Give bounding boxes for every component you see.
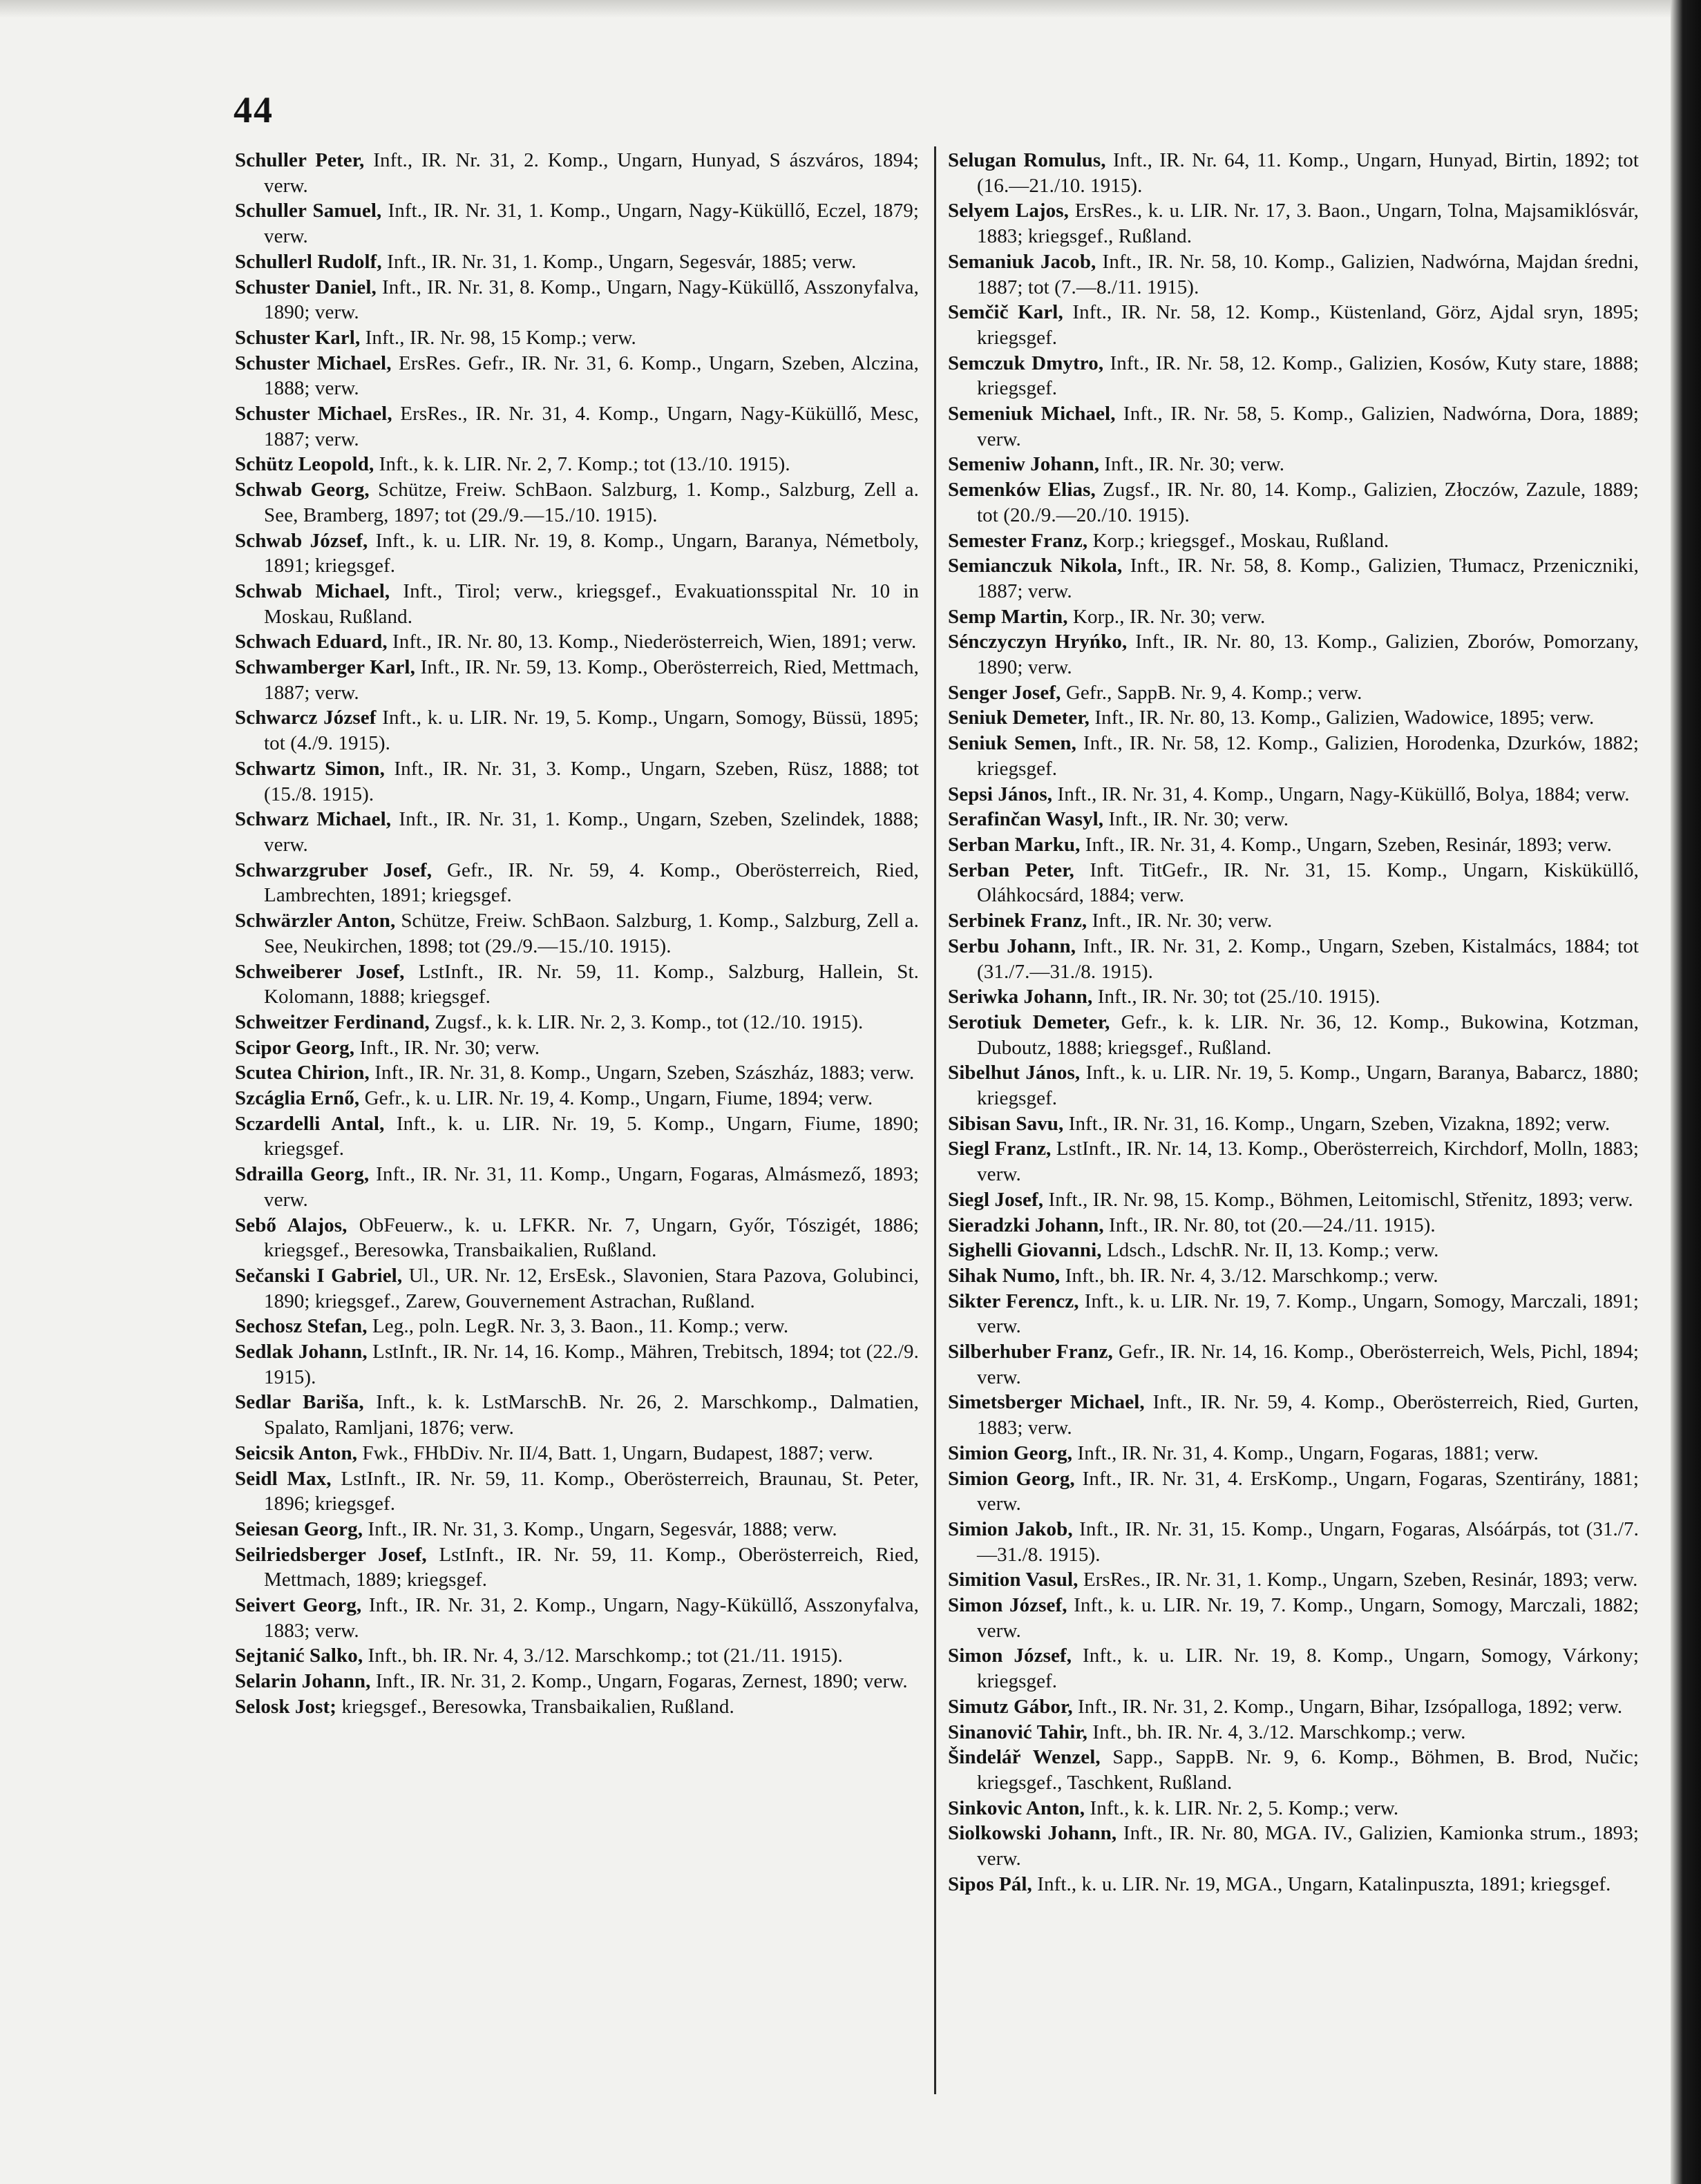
- entry-details: LstInft., IR. Nr. 14, 16. Komp., Mähren, Trebitsch, 1894; tot (22./9. 1915).: [264, 1341, 919, 1388]
- register-entry: [235, 1441, 919, 1466]
- entry-name: Schwarcz József: [235, 707, 377, 729]
- register-entry: [235, 1035, 919, 1061]
- entry-details: Inft., IR. Nr. 31, 4. Komp., Ungarn, Fogaras, 1881; verw.: [1072, 1441, 1539, 1464]
- register-entry: [235, 1669, 919, 1694]
- entry-name: Selarin Johann,: [235, 1670, 371, 1693]
- entry-details: Korp., IR. Nr. 30; verw.: [1067, 605, 1266, 628]
- entry-name: Sdrailla Georg,: [235, 1163, 370, 1186]
- entry-name: Scipor Georg,: [235, 1036, 355, 1059]
- entry-name: Simon József,: [948, 1645, 1072, 1667]
- entry-name: Schuller Peter,: [235, 149, 365, 171]
- entry-name: Seilriedsberger Josef,: [235, 1543, 427, 1566]
- entry-name: Serban Marku,: [948, 833, 1081, 856]
- entry-name: Sczardelli Antal,: [235, 1112, 385, 1135]
- register-entry: [948, 1390, 1639, 1440]
- entry-details: Inft., bh. IR. Nr. 4, 3./12. Marschkomp.; verw.: [1060, 1264, 1438, 1287]
- entry-name: Schuster Michael,: [235, 352, 392, 374]
- register-entry: [235, 1162, 919, 1212]
- entry-name: Senger Josef,: [948, 681, 1061, 704]
- entry-name: Serban Peter,: [948, 859, 1074, 881]
- register-entry: [948, 1466, 1639, 1517]
- register-entry: [948, 629, 1639, 680]
- entry-details: Inft., k. u. LIR. Nr. 19, 5. Komp., Ungarn, Somogy, Büssü, 1895; tot (4./9. 1915).: [264, 707, 919, 755]
- entry-details: Sapp., SappB. Nr. 9, 6. Komp., Böhmen, B. Brod, Nučic; kriegsgef., Taschkent, Rußland.: [977, 1746, 1639, 1794]
- entry-name: Seriwka Johann,: [948, 986, 1093, 1008]
- entry-name: Schuller Samuel,: [235, 200, 382, 222]
- register-entry: [948, 1238, 1639, 1263]
- entry-details: Inft., IR. Nr. 80, 13. Komp., Niederösterreich, Wien, 1891; verw.: [387, 631, 917, 653]
- entry-details: Inft., IR. Nr. 58, 12. Komp., Galizien, Horodenka, Dzurków, 1882; kriegsgef.: [977, 732, 1639, 780]
- entry-name: Seiesan Georg,: [235, 1517, 363, 1540]
- entry-details: ErsRes., k. u. LIR. Nr. 17, 3. Baon., Ungarn, Tolna, Majsamiklósvár, 1883; kriegsgef., Rußland.: [977, 200, 1640, 248]
- register-entry: [948, 1593, 1639, 1643]
- register-entry: [948, 528, 1639, 554]
- register-entry: [235, 858, 919, 908]
- entry-name: Schwärzler Anton,: [235, 910, 396, 932]
- register-entry: [235, 1010, 919, 1035]
- entry-name: Semaniuk Jacob,: [948, 250, 1096, 273]
- entry-details: Gefr., IR. Nr. 14, 16. Komp., Oberösterreich, Wels, Pichl, 1894; verw.: [977, 1341, 1639, 1388]
- register-entry: [948, 1060, 1639, 1111]
- entry-name: Selyem Lajos,: [948, 200, 1070, 222]
- entry-details: Inft., IR. Nr. 80, 13. Komp., Galizien, Zborów, Pomorzany, 1890; verw.: [977, 631, 1639, 679]
- column-divider: [934, 146, 936, 2094]
- entry-details: LstInft., IR. Nr. 59, 11. Komp., Salzburg, Hallein, St. Kolomann, 1888; kriegsgef.: [264, 960, 919, 1008]
- entry-details: Inft., IR. Nr. 30; verw.: [1103, 808, 1289, 831]
- register-entry: [948, 1872, 1639, 1897]
- entry-details: Inft., IR. Nr. 31, 3. Komp., Ungarn, Segesvár, 1888; verw.: [363, 1517, 837, 1540]
- entry-details: Inft., k. u. LIR. Nr. 19, 8. Komp., Ungarn, Baranya, Németboly, 1891; kriegsgef.: [264, 529, 920, 577]
- entry-details: Inft., IR. Nr. 31, 15. Komp., Ungarn, Fogaras, Alsóárpás, tot (31./7.—31./8. 1915).: [977, 1517, 1640, 1566]
- entry-name: Sighelli Giovanni,: [948, 1239, 1102, 1262]
- entry-details: LstInft., IR. Nr. 59, 11. Komp., Oberösterreich, Braunau, St. Peter, 1896; kriegsgef.: [264, 1467, 920, 1515]
- register-entry: [948, 934, 1639, 984]
- entry-details: Inft., IR. Nr. 80, MGA. IV., Galizien, Kamionka strum., 1893; verw.: [977, 1822, 1639, 1870]
- register-entry: [235, 705, 919, 756]
- entry-name: Schullerl Rudolf,: [235, 250, 382, 273]
- entry-details: Inft., IR. Nr. 31, 2. Komp., Ungarn, Nagy-Küküllő, Asszonyfalva, 1883; verw.: [264, 1594, 919, 1642]
- entry-name: Selugan Romulus,: [948, 149, 1106, 171]
- register-entry: [948, 1796, 1639, 1821]
- entry-details: LstInft., IR. Nr. 14, 13. Komp., Oberösterreich, Kirchdorf, Molln, 1883; verw.: [977, 1138, 1639, 1186]
- entry-details: Inft., IR. Nr. 80, 13. Komp., Galizien, Wadowice, 1895; verw.: [1090, 707, 1595, 729]
- entry-name: Schwab József,: [235, 529, 368, 552]
- register-entry: [948, 1213, 1639, 1238]
- entry-details: Inft., IR. Nr. 58, 5. Komp., Galizien, Nadwórna, Dora, 1889; verw.: [977, 403, 1640, 450]
- entry-details: Inft., IR. Nr. 58, 8. Komp., Galizien, Tłumacz, Przeniczniki, 1887; verw.: [977, 555, 1639, 602]
- register-entry: [235, 1593, 919, 1643]
- entry-name: Semenków Elias,: [948, 479, 1096, 501]
- entry-details: Schütze, Freiw. SchBaon. Salzburg, 1. Komp., Salzburg, Zell a. See, Neukirchen, 1898; tot (29./9.—15./10. 1915).: [264, 910, 919, 957]
- register-entry: [235, 477, 919, 528]
- register-entry: [948, 553, 1639, 604]
- register-entry: [948, 807, 1639, 832]
- entry-name: Schwab Michael,: [235, 579, 390, 602]
- register-entry: [948, 1263, 1639, 1289]
- entry-name: Sikter Ferencz,: [948, 1290, 1079, 1312]
- register-entry: [948, 401, 1639, 452]
- entry-details: Inft., IR. Nr. 31, 8. Komp., Ungarn, Nagy-Küküllő, Asszonyfalva, 1890; verw.: [264, 276, 919, 324]
- entry-name: Simetsberger Michael,: [948, 1391, 1145, 1414]
- entry-details: ErsRes., IR. Nr. 31, 1. Komp., Ungarn, Szeben, Resinár, 1893; verw.: [1078, 1569, 1638, 1591]
- register-entry: [948, 1643, 1639, 1694]
- register-entry: [235, 807, 919, 857]
- entry-details: Inft. TitGefr., IR. Nr. 31, 15. Komp., Ungarn, Kisküküllő, Oláhkocsárd, 1884; verw.: [977, 859, 1639, 907]
- register-entry: [235, 908, 919, 959]
- entry-name: Seniuk Demeter,: [948, 707, 1090, 729]
- entry-details: Inft., IR. Nr. 30; verw.: [1087, 910, 1273, 932]
- register-entry: [948, 148, 1639, 198]
- entry-name: Sénczyczyn Hryńko,: [948, 631, 1128, 653]
- entry-details: Inft., IR. Nr. 31, 2. Komp., Ungarn, Bihar, Izsópalloga, 1892; verw.: [1072, 1695, 1623, 1718]
- entry-details: ErsRes., IR. Nr. 31, 4. Komp., Ungarn, Nagy-Küküllő, Mesc, 1887; verw.: [264, 403, 920, 450]
- entry-details: ObFeuerw., k. u. LFKR. Nr. 7, Ungarn, Győr, Tószigét, 1886; kriegsgef., Beresowka, Transbaikalien, Rußland.: [264, 1214, 920, 1262]
- register-entry: [948, 477, 1639, 528]
- register-entry: [948, 198, 1639, 249]
- entry-details: Inft., IR. Nr. 31, 4. Komp., Ungarn, Nagy-Küküllő, Bolya, 1884; verw.: [1052, 783, 1630, 805]
- entry-details: Inft., bh. IR. Nr. 4, 3./12. Marschkomp.; verw.: [1087, 1721, 1466, 1743]
- entry-name: Schütz Leopold,: [235, 453, 374, 476]
- entry-name: Schuster Karl,: [235, 326, 361, 349]
- entry-details: Inft., IR. Nr. 98, 15. Komp., Böhmen, Leitomischl, Střenitz, 1893; verw.: [1043, 1188, 1633, 1211]
- entry-name: Selosk Jost;: [235, 1695, 337, 1718]
- entry-details: Ul., UR. Nr. 12, ErsEsk., Slavonien, Stara Pazova, Golubinci, 1890; kriegsgef., Zarew, Gouvernement Astrachan, Rußland.: [264, 1264, 919, 1312]
- register-entry: [235, 1542, 919, 1593]
- entry-details: Inft., IR. Nr. 31, 1. Komp., Ungarn, Segesvár, 1885; verw.: [381, 250, 857, 273]
- entry-name: Silberhuber Franz,: [948, 1341, 1113, 1363]
- entry-name: Semp Martin,: [948, 605, 1068, 628]
- register-entry: [235, 452, 919, 477]
- register-entry: [235, 528, 919, 579]
- entry-details: Inft., IR. Nr. 30; tot (25./10. 1915).: [1092, 986, 1380, 1008]
- entry-name: Semczuk Dmytro,: [948, 352, 1104, 374]
- entry-name: Sečanski I Gabriel,: [235, 1264, 403, 1287]
- register-entry: [948, 1339, 1639, 1390]
- entry-details: Inft., IR. Nr. 31, 16. Komp., Ungarn, Szeben, Vizakna, 1892; verw.: [1063, 1112, 1610, 1135]
- entry-name: Semester Franz,: [948, 529, 1088, 552]
- entry-name: Semeniuk Michael,: [948, 403, 1116, 425]
- entry-name: Seniuk Semen,: [948, 732, 1076, 755]
- left-column: [235, 148, 919, 1720]
- register-entry: [235, 629, 919, 655]
- entry-name: Scutea Chirion,: [235, 1062, 370, 1084]
- entry-details: Gefr., k. k. LIR. Nr. 36, 12. Komp., Bukowina, Kotzman, Duboutz, 1888; kriegsgef., Rußland.: [977, 1010, 1639, 1059]
- entry-details: Inft., k. u. LIR. Nr. 19, 5. Komp., Ungarn, Baranya, Babarcz, 1880; kriegsgef.: [977, 1062, 1639, 1110]
- page-number: 44: [234, 89, 274, 131]
- entry-name: Sejtanić Salko,: [235, 1645, 363, 1667]
- entry-details: Inft., IR. Nr. 31, 2. Komp., Ungarn, Hunyad, S ászváros, 1894; verw.: [264, 149, 919, 197]
- entry-details: Fwk., FHbDiv. Nr. II/4, Batt. 1, Ungarn, Budapest, 1887; verw.: [357, 1441, 873, 1464]
- entry-name: Seidl Max,: [235, 1467, 332, 1490]
- entry-details: Inft., IR. Nr. 31, 2. Komp., Ungarn, Szeben, Kistalmács, 1884; tot (31./7.—31./8. 1915).: [977, 935, 1639, 983]
- register-entry: [235, 1517, 919, 1542]
- scan-edge-right: [1671, 0, 1701, 2184]
- register-entry: [235, 1086, 919, 1111]
- register-entry: [948, 1010, 1639, 1060]
- entry-details: Inft., IR. Nr. 31, 4. ErsKomp., Ungarn, Fogaras, Szentirány, 1881; verw.: [977, 1467, 1639, 1515]
- register-entry: [235, 325, 919, 351]
- entry-name: Schwartz Simon,: [235, 757, 385, 780]
- entry-name: Schwarz Michael,: [235, 808, 392, 831]
- entry-details: Leg., poln. LegR. Nr. 3, 3. Baon., 11. Komp.; verw.: [367, 1315, 789, 1338]
- entry-name: Schweitzer Ferdinand,: [235, 1010, 430, 1033]
- register-entry: [948, 680, 1639, 706]
- entry-details: ErsRes. Gefr., IR. Nr. 31, 6. Komp., Ungarn, Szeben, Alczina, 1888; verw.: [264, 352, 919, 400]
- entry-name: Siegl Franz,: [948, 1138, 1052, 1160]
- entry-details: Inft., k. u. LIR. Nr. 19, 5. Komp., Ungarn, Fiume, 1890; kriegsgef.: [264, 1112, 919, 1160]
- entry-details: Inft., k. u. LIR. Nr. 19, 8. Komp., Ungarn, Somogy, Várkony; kriegsgef.: [977, 1645, 1639, 1693]
- entry-name: Schwarzgruber Josef,: [235, 859, 433, 881]
- register-entry: [948, 1694, 1639, 1720]
- entry-name: Serbu Johann,: [948, 935, 1076, 957]
- register-entry: [948, 351, 1639, 401]
- entry-name: Šindelář Wenzel,: [948, 1746, 1101, 1769]
- register-entry: [948, 1745, 1639, 1795]
- register-entry: [948, 858, 1639, 908]
- entry-name: Sinkovic Anton,: [948, 1797, 1085, 1819]
- entry-details: Inft., IR. Nr. 59, 4. Komp., Oberösterreich, Ried, Gurten, 1883; verw.: [977, 1391, 1639, 1439]
- entry-details: Inft., Tirol; verw., kriegsgef., Evakuationsspital Nr. 10 in Moskau, Rußland.: [264, 579, 919, 628]
- entry-name: Seicsik Anton,: [235, 1441, 358, 1464]
- entry-details: Inft., IR. Nr. 31, 8. Komp., Ungarn, Szeben, Szászház, 1883; verw.: [369, 1062, 915, 1084]
- register-entry: [235, 1694, 919, 1720]
- entry-details: Schütze, Freiw. SchBaon. Salzburg, 1. Komp., Salzburg, Zell a. See, Bramberg, 1897; tot (29./9.—15./10. 1915).: [264, 479, 919, 526]
- register-entry: [948, 832, 1639, 858]
- register-entry: [948, 1567, 1639, 1593]
- register-entry: [948, 1187, 1639, 1213]
- register-entry: [948, 782, 1639, 807]
- entry-name: Siolkowski Johann,: [948, 1822, 1117, 1845]
- register-entry: [235, 1390, 919, 1440]
- entry-name: Sedlar Bariša,: [235, 1391, 364, 1414]
- entry-details: Inft., k. k. LIR. Nr. 2, 7. Komp.; tot (13./10. 1915).: [374, 453, 790, 476]
- entry-name: Schuster Daniel,: [235, 276, 377, 298]
- register-entry: [235, 959, 919, 1010]
- register-entry: [235, 1213, 919, 1263]
- scan-edge-top: [0, 0, 1701, 18]
- entry-details: Gefr., k. u. LIR. Nr. 19, 4. Komp., Ungarn, Fiume, 1894; verw.: [359, 1087, 873, 1110]
- entry-details: Inft., k. u. LIR. Nr. 19, MGA., Ungarn, Katalinpuszta, 1891; kriegsgef.: [1032, 1872, 1611, 1895]
- entry-name: Sieradzki Johann,: [948, 1214, 1104, 1236]
- entry-name: Simon József,: [948, 1594, 1067, 1617]
- register-entry: [948, 604, 1639, 630]
- entry-details: kriegsgef., Beresowka, Transbaikalien, Rußland.: [336, 1695, 734, 1718]
- entry-name: Serafinčan Wasyl,: [948, 808, 1104, 831]
- register-entry: [948, 1111, 1639, 1137]
- register-entry: [235, 401, 919, 452]
- entry-name: Sepsi János,: [948, 783, 1053, 805]
- entry-name: Schwab Georg,: [235, 479, 370, 501]
- entry-details: Inft., k. k. LstMarschB. Nr. 26, 2. Marschkomp., Dalmatien, Spalato, Ramljani, 1876; verw.: [264, 1391, 919, 1439]
- entry-details: Inft., k. u. LIR. Nr. 19, 7. Komp., Ungarn, Somogy, Marczali, 1882; verw.: [977, 1594, 1639, 1642]
- right-column: [948, 148, 1639, 1897]
- register-entry: [235, 1466, 919, 1517]
- register-entry: [948, 1136, 1639, 1187]
- entry-name: Sinanović Tahir,: [948, 1721, 1088, 1743]
- entry-name: Schwach Eduard,: [235, 631, 388, 653]
- entry-details: Gefr., IR. Nr. 59, 4. Komp., Oberösterreich, Ried, Lambrechten, 1891; kriegsgef.: [264, 859, 920, 907]
- entry-details: Gefr., SappB. Nr. 9, 4. Komp.; verw.: [1061, 681, 1362, 704]
- entry-details: LstInft., IR. Nr. 59, 11. Komp., Oberösterreich, Ried, Mettmach, 1889; kriegsgef.: [264, 1543, 919, 1591]
- entry-details: Inft., IR. Nr. 64, 11. Komp., Ungarn, Hunyad, Birtin, 1892; tot (16.—21./10. 1915).: [977, 149, 1639, 197]
- register-entry: [235, 1314, 919, 1339]
- entry-name: Sechosz Stefan,: [235, 1315, 368, 1338]
- entry-name: Szcáglia Ernő,: [235, 1087, 360, 1110]
- register-entry: [948, 1517, 1639, 1567]
- entry-name: Sipos Pál,: [948, 1872, 1032, 1895]
- register-entry: [235, 756, 919, 807]
- entry-name: Sibelhut János,: [948, 1062, 1081, 1084]
- register-entry: [948, 300, 1639, 350]
- entry-details: Inft., k. u. LIR. Nr. 19, 7. Komp., Ungarn, Somogy, Marczali, 1891; verw.: [977, 1290, 1639, 1338]
- entry-details: Inft., IR. Nr. 80, tot (20.—24./11. 1915).: [1103, 1214, 1436, 1236]
- register-entry: [948, 705, 1639, 731]
- register-entry: [235, 198, 919, 249]
- entry-details: Inft., IR. Nr. 58, 12. Komp., Galizien, Kosów, Kuty stare, 1888; kriegsgef.: [977, 352, 1639, 400]
- entry-details: Inft., IR. Nr. 30; verw.: [1099, 453, 1285, 476]
- entry-details: Ldsch., LdschR. Nr. II, 13. Komp.; verw.: [1101, 1239, 1439, 1262]
- entry-name: Simion Georg,: [948, 1467, 1075, 1490]
- register-entry: [235, 148, 919, 198]
- register-entry: [948, 1821, 1639, 1871]
- entry-details: Inft., k. k. LIR. Nr. 2, 5. Komp.; verw.: [1085, 1797, 1399, 1819]
- entry-name: Simion Georg,: [948, 1441, 1073, 1464]
- register-entry: [948, 1441, 1639, 1466]
- entry-details: Zugsf., IR. Nr. 80, 14. Komp., Galizien, Złoczów, Zazule, 1889; tot (20./9.—20./10. 1915).: [977, 479, 1639, 526]
- entry-name: Sedlak Johann,: [235, 1341, 368, 1363]
- register-entry: [948, 1289, 1639, 1339]
- register-entry: [235, 249, 919, 275]
- entry-name: Schuster Michael,: [235, 403, 392, 425]
- register-entry: [948, 908, 1639, 934]
- entry-name: Semčič Karl,: [948, 301, 1063, 324]
- register-entry: [235, 655, 919, 705]
- entry-details: Inft., IR. Nr. 31, 2. Komp., Ungarn, Fogaras, Zernest, 1890; verw.: [370, 1670, 908, 1693]
- entry-details: Inft., IR. Nr. 58, 10. Komp., Galizien, Nadwórna, Majdan średni, 1887; tot (7.—8./11. 1915).: [977, 250, 1639, 298]
- entry-details: Inft., IR. Nr. 58, 12. Komp., Küstenland, Görz, Ajdal sryn, 1895; kriegsgef.: [977, 301, 1639, 349]
- register-entry: [235, 1263, 919, 1314]
- register-entry: [948, 452, 1639, 477]
- register-entry: [235, 579, 919, 629]
- entry-name: Siegl Josef,: [948, 1188, 1044, 1211]
- register-entry: [948, 1720, 1639, 1745]
- entry-details: Zugsf., k. k. LIR. Nr. 2, 3. Komp., tot (12./10. 1915).: [429, 1010, 864, 1033]
- register-entry: [235, 1643, 919, 1669]
- entry-name: Seivert Georg,: [235, 1594, 362, 1617]
- entry-details: Inft., IR. Nr. 31, 3. Komp., Ungarn, Szeben, Rüsz, 1888; tot (15./8. 1915).: [264, 757, 919, 805]
- entry-name: Sibisan Savu,: [948, 1112, 1064, 1135]
- entry-name: Semeniw Johann,: [948, 453, 1100, 476]
- entry-name: Sihak Numo,: [948, 1264, 1061, 1287]
- entry-name: Simition Vasul,: [948, 1569, 1078, 1591]
- entry-name: Serotiuk Demeter,: [948, 1010, 1110, 1033]
- entry-details: Inft., IR. Nr. 98, 15 Komp.; verw.: [360, 326, 636, 349]
- entry-details: Inft., IR. Nr. 31, 1. Komp., Ungarn, Nagy-Küküllő, Eczel, 1879; verw.: [264, 200, 919, 248]
- register-entry: [948, 984, 1639, 1010]
- entry-name: Sebő Alajos,: [235, 1214, 348, 1236]
- entry-name: Serbinek Franz,: [948, 910, 1087, 932]
- entry-name: Simion Jakob,: [948, 1517, 1073, 1540]
- entry-details: Inft., IR. Nr. 59, 13. Komp., Oberösterreich, Ried, Mettmach, 1887; verw.: [264, 656, 920, 704]
- register-entry: [235, 351, 919, 401]
- entry-details: Korp.; kriegsgef., Moskau, Rußland.: [1087, 529, 1389, 552]
- entry-details: Inft., bh. IR. Nr. 4, 3./12. Marschkomp.; tot (21./11. 1915).: [363, 1645, 843, 1667]
- entry-details: Inft., IR. Nr. 31, 11. Komp., Ungarn, Fogaras, Almásmező, 1893; verw.: [264, 1163, 920, 1211]
- register-entry: [235, 275, 919, 325]
- entry-details: Inft., IR. Nr. 31, 1. Komp., Ungarn, Szeben, Szelindek, 1888; verw.: [264, 808, 919, 856]
- entry-name: Semianczuk Nikola,: [948, 555, 1123, 577]
- entry-name: Simutz Gábor,: [948, 1695, 1073, 1718]
- entry-details: Inft., IR. Nr. 31, 4. Komp., Ungarn, Szeben, Resinár, 1893; verw.: [1080, 833, 1612, 856]
- register-entry: [948, 249, 1639, 300]
- entry-name: Schwamberger Karl,: [235, 656, 415, 679]
- entry-details: Inft., IR. Nr. 30; verw.: [354, 1036, 540, 1059]
- register-entry: [948, 731, 1639, 781]
- entry-name: Schweiberer Josef,: [235, 960, 405, 983]
- register-entry: [235, 1111, 919, 1162]
- register-entry: [235, 1339, 919, 1390]
- register-entry: [235, 1060, 919, 1086]
